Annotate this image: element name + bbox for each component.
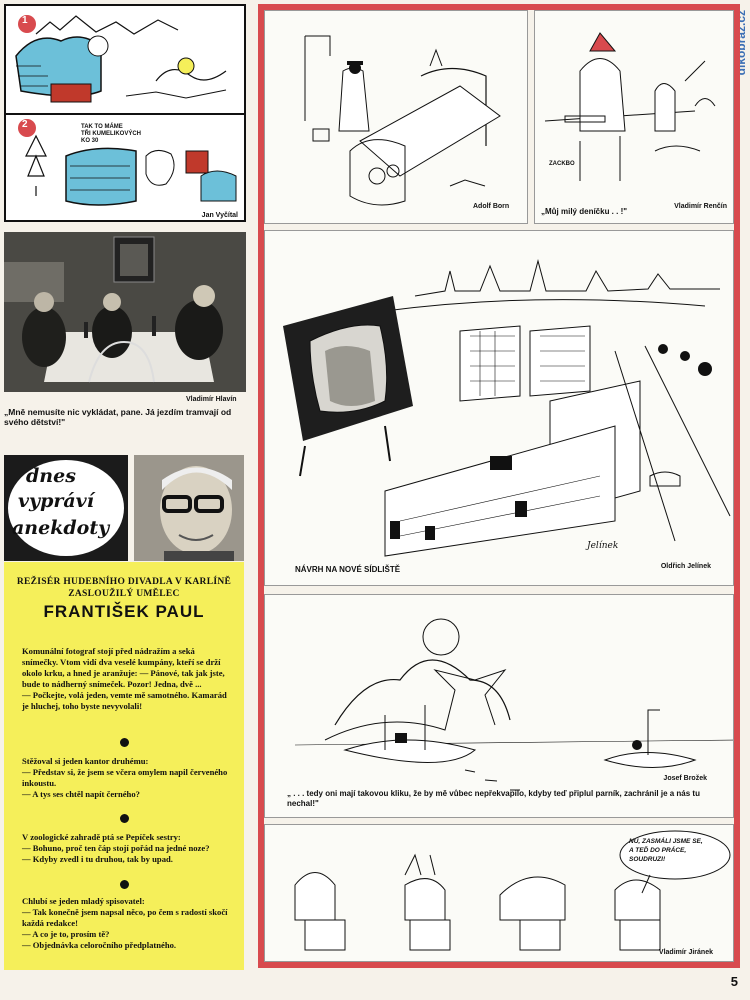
joke-2-line-1: Stěžoval si jeden kantor druhému:: [22, 756, 149, 766]
diary-drawing: [535, 11, 734, 224]
photo-drawing: [4, 232, 246, 392]
cartoon-speakers: [264, 824, 734, 962]
diary-caption: „Můj milý deníčku . . !": [541, 207, 628, 216]
anecdote-logo-box: [4, 455, 128, 561]
comic-drawing: [6, 6, 246, 222]
joke-3-line-1: V zoologické zahradě ptá se Pepíček sestry:: [22, 832, 181, 842]
credit-rencin: Vladimír Renčín: [674, 203, 727, 210]
housing-signature: Jelínek: [587, 541, 619, 551]
island-caption: „ . . . tedy oni mají takovou kliku, že by mě vůbec nepřekvapilo, kdyby teď připlul parník, zachránil je a nás tu nechal!": [287, 789, 700, 808]
diary-label: ZACKBO: [549, 161, 575, 167]
joke-1: [22, 646, 232, 712]
subtitle-line-1: REŽISÉR HUDEBNÍHO DIVADLA V KARLÍNĚ: [16, 577, 232, 587]
frame-number-2: 2: [22, 119, 28, 130]
frame-number-1: 1: [22, 15, 28, 26]
joke-2-line-2: — Představ si, že jsem se včera omylem napil červeného inkoustu.: [22, 767, 228, 788]
joke-3-line-3: — Kdyby zvedl i tu druhou, tak by upad.: [22, 854, 173, 864]
joke-3: [22, 832, 232, 865]
cartoon-island: [264, 594, 734, 818]
portrait-photo: [134, 455, 244, 561]
logo-line-1: dnes: [26, 465, 76, 487]
portrait-drawing: [134, 455, 244, 561]
watermark: dikobraz.cz: [734, 10, 748, 76]
joke-1-line-1: Komunální fotograf stojí před nádražím a seká snímečky. Vtom vidí dva veselé kumpány, kteří se drží okolo krku, a hned je aranžuje: — Pánové, tak jak jste, bude to nádherný snímeček. Pozor! Jedna, dvě ...: [22, 646, 225, 689]
speakers-speech: NU, ZASMÁLI JSME SE, A TEĎ DO PRÁCE, SOUDRUZI!: [629, 838, 703, 863]
photo-panel: [4, 232, 246, 392]
comic-top-left: [4, 4, 246, 222]
logo-line-2: vypráví: [18, 490, 94, 512]
housing-caption: NÁVRH NA NOVÉ SÍDLIŠTĚ: [295, 565, 401, 574]
housing-drawing: [265, 231, 734, 586]
logo-line-3: anekdoty: [12, 517, 110, 539]
joke-4-line-1: Chlubí se jeden mladý spisovatel:: [22, 896, 145, 906]
joke-2: [22, 756, 232, 800]
cartoon-diary: [534, 10, 734, 224]
separator-dot-3: [120, 880, 129, 889]
credit-jiranek: Vladimír Jiránek: [658, 949, 713, 956]
credit-brozek: Josef Brožek: [663, 775, 707, 782]
credit-vycital: Jan Vyčítal: [201, 212, 238, 219]
credit-hlavin: Vladimír Hlavín: [186, 396, 237, 403]
joke-4: [22, 896, 232, 951]
anecdote-box: [4, 562, 244, 970]
photo-caption: „Mně nemusíte nic vykládat, pane. Já jezdím tramvají od svého dětství!": [4, 407, 232, 427]
credit-jelinek: Oldřich Jelínek: [660, 563, 711, 570]
joke-1-line-2: — Počkejte, volá jeden, vemte mě samotného. Kamarád je hluchej, toho byste nevyvolali!: [22, 690, 227, 711]
comic-speech: TAK TO MÁME TŘI KUMELIKOVÝCH KO 30: [81, 124, 141, 144]
separator-dot-1: [120, 738, 129, 747]
cartoon-bed: [264, 10, 528, 224]
subtitle-line-2: ZASLOUŽILÝ UMĚLEC: [68, 589, 180, 599]
page-number: 5: [730, 974, 738, 989]
bed-drawing: [265, 11, 528, 224]
anecdote-author: FRANTIŠEK PAUL: [43, 602, 205, 621]
joke-4-line-2: — Tak konečně jsem napsal něco, po čem s radostí skočí každá redakce!: [22, 907, 228, 928]
cartoon-housing: [264, 230, 734, 586]
joke-3-line-2: — Bohuno, proč ten čáp stojí pořád na jedné noze?: [22, 843, 210, 853]
joke-4-line-4: — Objednávka celoročního předplatného.: [22, 940, 177, 950]
joke-4-line-3: — A co je to, prosím tě?: [22, 929, 110, 939]
joke-2-line-3: — A tys ses chtěl napít černého?: [22, 789, 140, 799]
credit-born: Adolf Born: [473, 203, 510, 210]
island-drawing: [265, 595, 734, 818]
separator-dot-2: [120, 814, 129, 823]
